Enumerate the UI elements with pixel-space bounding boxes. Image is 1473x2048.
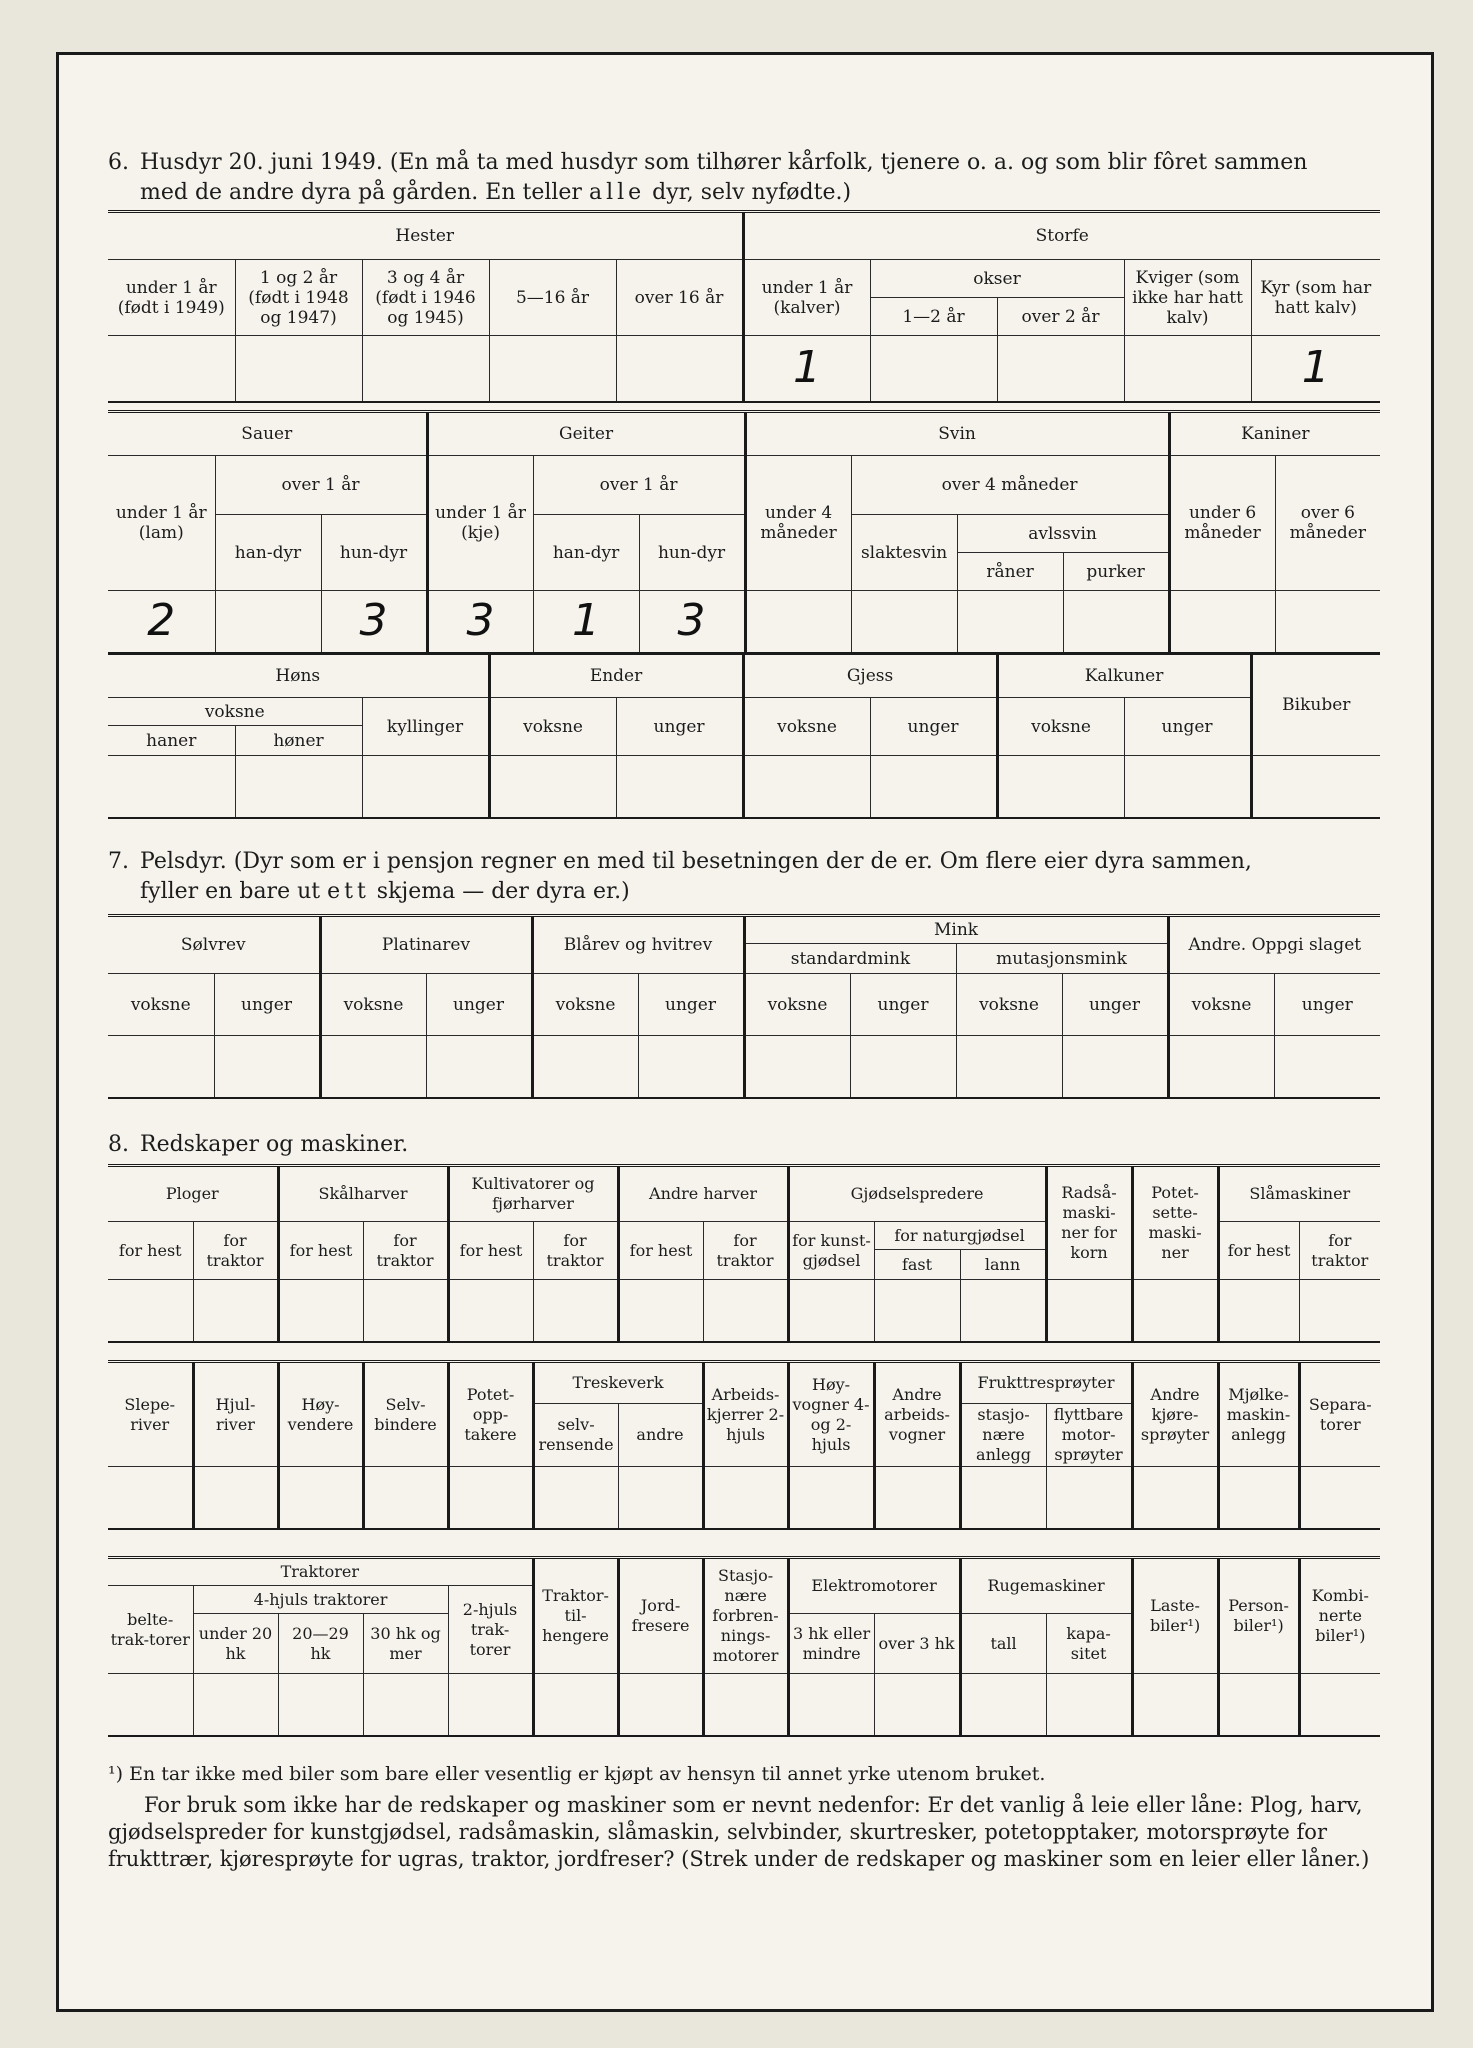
entry-cell[interactable]: [533, 1467, 618, 1529]
col-geiter-hundyr: hun-dyr: [639, 515, 745, 591]
col-raner: råner: [957, 553, 1063, 591]
entry-cell[interactable]: [1124, 756, 1251, 818]
spaced-text: alle: [588, 180, 646, 205]
col-for-traktor: for traktor: [533, 1222, 618, 1280]
entry-cell[interactable]: [1299, 1467, 1380, 1529]
entry-cell[interactable]: [1046, 1674, 1132, 1736]
col-voksne: voksne: [1168, 974, 1274, 1036]
entry-cell[interactable]: [1063, 591, 1169, 653]
entry-cell[interactable]: [1218, 1674, 1299, 1736]
table-redskaper-2: [108, 1360, 1380, 1530]
entry-cell[interactable]: [638, 1036, 744, 1098]
col-hester-under1: under 1 år (født i 1949): [108, 260, 235, 336]
col-unger: unger: [1062, 974, 1168, 1036]
entry-cell[interactable]: [1168, 1036, 1274, 1098]
col-hester-1-2: 1 og 2 år (født i 1948 og 1947): [235, 260, 362, 336]
entry-cell[interactable]: [956, 1036, 1062, 1098]
header-kombinerte: Kombi-nerte biler¹): [1299, 1558, 1380, 1674]
entry-cell[interactable]: [874, 1467, 960, 1529]
table-hester-storfe: [108, 210, 1380, 403]
section-title: Husdyr 20. juni 1949.: [140, 150, 383, 175]
col-voksne: voksne: [744, 974, 850, 1036]
header-personbiler: Person-biler¹): [1218, 1558, 1299, 1674]
col-naturgjodsel: for naturgjødsel: [874, 1222, 1046, 1250]
col-under20: under 20 hk: [193, 1614, 278, 1674]
col-for-traktor: for traktor: [703, 1222, 788, 1280]
col-beltetraktorer: belte-trak-torer: [108, 1586, 193, 1674]
entry-sauer-hundyr[interactable]: 3: [321, 591, 427, 653]
col-e3: 3 hk eller mindre: [788, 1614, 874, 1674]
entry-cell[interactable]: [362, 336, 489, 402]
header-kultivatorer: Kultivatorer og fjørharver: [448, 1166, 618, 1222]
entry-cell[interactable]: [788, 1467, 874, 1529]
entry-cell[interactable]: [703, 1674, 788, 1736]
table-redskaper-1: [108, 1164, 1380, 1343]
entry-cell[interactable]: [108, 1036, 214, 1098]
entry-cell[interactable]: [850, 1036, 956, 1098]
header-blarev: Blårev og hvitrev: [532, 916, 744, 974]
section-7-heading: [108, 847, 1378, 907]
col-fast: fast: [874, 1250, 960, 1280]
header-potettesettemaskiner: Potet-sette-maski-ner: [1132, 1166, 1218, 1280]
col-kyllinger: kyllinger: [362, 698, 489, 756]
col-hester-3-4: 3 og 4 år (født i 1946 og 1945): [362, 260, 489, 336]
table-fjorfe: [108, 652, 1380, 819]
entry-cell[interactable]: [618, 1674, 703, 1736]
table-sauer-geiter-svin-kaniner: [108, 410, 1380, 654]
header-traktortilhengere: Traktor-til-hengere: [533, 1558, 618, 1674]
table-pelsdyr: [108, 914, 1380, 1099]
header-lastebiler: Laste-biler¹): [1132, 1558, 1218, 1674]
col-for-traktor: for traktor: [363, 1222, 448, 1280]
col-hons-voksne: voksne: [108, 698, 362, 726]
entry-cell[interactable]: [362, 756, 489, 818]
header-kalkuner: Kalkuner: [997, 654, 1251, 698]
col-unger: unger: [426, 974, 532, 1036]
rental-note: For bruk som ikke har de redskaper og maskiner som er nevnt nedenfor: Er det vanlig å leie eller låne: Plog, harv, gjødselspreder for kunstgjødsel, radsåmaskin, slåmaskin, selvbinder, skurtresker, potetopptaker, motorsprøyte for frukttrær, kjøresprøyte for ugras, traktor, jordfreser? (Strek under de redskaper og maskiner som en leier eller låner.): [108, 1793, 1370, 1871]
col-eo3: over 3 hk: [874, 1614, 960, 1674]
entry-cell[interactable]: [745, 591, 851, 653]
col-andre: andre: [618, 1404, 703, 1467]
col-sauer-hundyr: hun-dyr: [321, 515, 427, 591]
entry-kyr[interactable]: 1: [1251, 336, 1380, 402]
entry-cell[interactable]: [618, 1467, 703, 1529]
col-kapasitet: kapa-sitet: [1046, 1614, 1132, 1674]
entry-cell[interactable]: [278, 1280, 363, 1342]
entry-cell[interactable]: [278, 1674, 363, 1736]
entry-cell[interactable]: [426, 1036, 532, 1098]
entry-cell[interactable]: [1132, 1467, 1218, 1529]
entry-cell[interactable]: [703, 1467, 788, 1529]
col-svin-under4: under 4 måneder: [745, 456, 851, 591]
header-elektromotorer: Elektromotorer: [788, 1558, 960, 1614]
header-kaniner: Kaniner: [1169, 412, 1380, 456]
entry-cell[interactable]: [320, 1036, 426, 1098]
col-avlssvin: avlssvin: [957, 515, 1169, 553]
col-voksne: voksne: [108, 974, 214, 1036]
entry-cell[interactable]: [448, 1467, 533, 1529]
col-stasjonaere: stasjo-nære anlegg: [960, 1404, 1046, 1467]
col-for-hest: for hest: [618, 1222, 703, 1280]
entry-cell[interactable]: [997, 336, 1124, 402]
entry-cell[interactable]: [108, 1674, 193, 1736]
entry-cell[interactable]: [108, 1467, 193, 1529]
entry-cell[interactable]: [1124, 336, 1251, 402]
col-unger: unger: [214, 974, 320, 1036]
entry-geiter-hundyr[interactable]: 3: [639, 591, 745, 653]
entry-cell[interactable]: [1218, 1467, 1299, 1529]
col-kunstgjodsel: for kunst-gjødsel: [788, 1222, 874, 1280]
header-selvbindere: Selv-bindere: [363, 1362, 448, 1467]
col-hester-5-16: 5—16 år: [489, 260, 616, 336]
table-redskaper-3: [108, 1556, 1380, 1737]
col-gjess-unger: unger: [870, 698, 997, 756]
entry-geiter-handyr[interactable]: 1: [533, 591, 639, 653]
entry-cell[interactable]: [1299, 1674, 1380, 1736]
entry-cell[interactable]: [533, 1280, 618, 1342]
entry-cell[interactable]: [874, 1674, 960, 1736]
header-andre-harver: Andre harver: [618, 1166, 788, 1222]
header-gjess: Gjess: [743, 654, 997, 698]
col-ender-unger: unger: [616, 698, 743, 756]
col-mutasjonsmink: mutasjonsmink: [956, 944, 1168, 974]
header-forbrenningsmotorer: Stasjo-nære forbren-nings-motorer: [703, 1558, 788, 1674]
col-hester-over16: over 16 år: [616, 260, 743, 336]
col-okser: okser: [870, 260, 1124, 298]
col-selvrensende: selv-rensende: [533, 1404, 618, 1467]
col-kje: under 1 år (kje): [427, 456, 533, 591]
header-sleperiver: Slepe-river: [108, 1362, 193, 1467]
col-kaniner-under6: under 6 måneder: [1169, 456, 1275, 591]
entry-cell[interactable]: [743, 756, 870, 818]
header-hester: Hester: [108, 212, 743, 260]
footnote: ¹) En tar ikke med biler som bare eller vesentlig er kjøpt av hensyn til annet yrke utenom bruket.: [108, 1763, 1046, 1785]
entry-sauer-handyr[interactable]: [215, 591, 321, 653]
spaced-text: ett: [327, 879, 370, 904]
header-treskeverk: Treskeverk: [533, 1362, 703, 1404]
entry-cell[interactable]: [532, 1036, 638, 1098]
header-slamaskiner: Slåmaskiner: [1218, 1166, 1380, 1222]
entry-cell[interactable]: [363, 1467, 448, 1529]
header-fruktsproyter: Frukttresprøyter: [960, 1362, 1132, 1404]
entry-kalver[interactable]: 1: [743, 336, 870, 402]
header-traktorer: Traktorer: [108, 1558, 533, 1586]
entry-cell[interactable]: [363, 1280, 448, 1342]
col-flyttbare: flyttbare motor-sprøyter: [1046, 1404, 1132, 1467]
entry-cell[interactable]: [193, 1280, 278, 1342]
entry-cell[interactable]: [108, 336, 235, 402]
section-8-heading: [108, 1130, 1378, 1160]
section-text: fyller en bare ut: [140, 879, 321, 904]
section-text: skjema — der dyra er.): [376, 879, 630, 904]
entry-cell[interactable]: [214, 1036, 320, 1098]
section-text: dyr, selv nyfødte.): [652, 180, 852, 205]
header-separatorer: Separa-torer: [1299, 1362, 1380, 1467]
entry-lam[interactable]: 2: [108, 591, 215, 653]
col-firehjuls: 4-hjuls traktorer: [193, 1586, 448, 1614]
section-text: (En må ta med husdyr som tilhører kårfolk, tjenere o. a. og som blir fôret sammen: [389, 150, 1308, 175]
header-mink: Mink: [744, 916, 1168, 944]
entry-cell[interactable]: [960, 1674, 1046, 1736]
entry-cell[interactable]: [960, 1467, 1046, 1529]
col-voksne: voksne: [956, 974, 1062, 1036]
col-voksne: voksne: [532, 974, 638, 1036]
col-ender-voksne: voksne: [489, 698, 616, 756]
col-slaktesvin: slaktesvin: [851, 515, 957, 591]
col-for-hest: for hest: [278, 1222, 363, 1280]
entry-cell[interactable]: [1169, 591, 1275, 653]
entry-cell[interactable]: [1251, 756, 1380, 818]
entry-cell[interactable]: [1218, 1280, 1299, 1342]
entry-cell[interactable]: [363, 1674, 448, 1736]
section-number: 6.: [108, 150, 129, 175]
header-radsamaskiner: Radså-maski-ner for korn: [1046, 1166, 1132, 1280]
header-andre: Andre. Oppgi slaget: [1168, 916, 1380, 974]
entry-cell[interactable]: [960, 1280, 1046, 1342]
header-hoyvendere: Høy-vendere: [278, 1362, 363, 1467]
col-kalver: under 1 år (kalver): [743, 260, 870, 336]
entry-cell[interactable]: [1275, 591, 1380, 653]
col-honer: høner: [235, 726, 362, 756]
section-title: Pelsdyr.: [140, 849, 227, 874]
entry-cell[interactable]: [489, 756, 616, 818]
col-kviger: Kviger (som ikke har hatt kalv): [1124, 260, 1251, 336]
col-30: 30 hk og mer: [363, 1614, 448, 1674]
header-kjoresproyter: Andre kjøre-sprøyter: [1132, 1362, 1218, 1467]
header-geiter: Geiter: [427, 412, 745, 456]
header-platinarev: Platinarev: [320, 916, 532, 974]
header-gjodselspredere: Gjødselspredere: [788, 1166, 1046, 1222]
header-skalharver: Skålharver: [278, 1166, 448, 1222]
entry-cell[interactable]: [193, 1674, 278, 1736]
entry-cell[interactable]: [1046, 1280, 1132, 1342]
col-unger: unger: [850, 974, 956, 1036]
col-unger: unger: [1274, 974, 1380, 1036]
col-geiter-over1: over 1 år: [533, 456, 745, 515]
header-bikuber: Bikuber: [1251, 654, 1380, 756]
entry-cell[interactable]: [957, 591, 1063, 653]
header-ploger: Ploger: [108, 1166, 278, 1222]
entry-cell[interactable]: [1274, 1036, 1380, 1098]
entry-cell[interactable]: [533, 1674, 618, 1736]
entry-cell[interactable]: [448, 1674, 533, 1736]
entry-cell[interactable]: [278, 1467, 363, 1529]
entry-cell[interactable]: [108, 756, 235, 818]
col-purker: purker: [1063, 553, 1169, 591]
entry-cell[interactable]: [703, 1280, 788, 1342]
entry-cell[interactable]: [616, 336, 743, 402]
section-text: (Dyr som er i pensjon regner en med til besetningen der de er. Om flere eier dyra sammen,: [233, 849, 1252, 874]
col-kaniner-over6: over 6 måneder: [1275, 456, 1380, 591]
header-sauer: Sauer: [108, 412, 427, 456]
header-hjulriver: Hjul-river: [193, 1362, 278, 1467]
col-20-29: 20—29 hk: [278, 1614, 363, 1674]
section-6-heading: [108, 148, 1378, 208]
header-arbeidsvogner: Andre arbeids-vogner: [874, 1362, 960, 1467]
entry-cell[interactable]: [997, 756, 1124, 818]
col-tohjuls: 2-hjuls trak-torer: [448, 1586, 533, 1674]
entry-cell[interactable]: [235, 756, 362, 818]
entry-cell[interactable]: [618, 1280, 703, 1342]
col-gjess-voksne: voksne: [743, 698, 870, 756]
header-mjolkemaskin: Mjølke-maskin-anlegg: [1218, 1362, 1299, 1467]
entry-cell[interactable]: [616, 756, 743, 818]
entry-cell[interactable]: [744, 1036, 850, 1098]
header-svin: Svin: [745, 412, 1169, 456]
section-number: 7.: [108, 849, 129, 874]
entry-kje[interactable]: 3: [427, 591, 533, 653]
col-standardmink: standardmink: [744, 944, 956, 974]
section-number: 8.: [108, 1132, 129, 1157]
header-jordfresere: Jord-fresere: [618, 1558, 703, 1674]
section-title: Redskaper og maskiner.: [140, 1132, 409, 1157]
col-for-hest: for hest: [108, 1222, 193, 1280]
entry-cell[interactable]: [1062, 1036, 1168, 1098]
col-unger: unger: [638, 974, 744, 1036]
entry-cell[interactable]: [788, 1674, 874, 1736]
entry-cell[interactable]: [870, 756, 997, 818]
col-for-traktor: for traktor: [193, 1222, 278, 1280]
entry-cell[interactable]: [851, 591, 957, 653]
entry-cell[interactable]: [874, 1280, 960, 1342]
col-for-hest: for hest: [448, 1222, 533, 1280]
col-sauer-handyr: han-dyr: [215, 515, 321, 591]
entry-cell[interactable]: [1046, 1467, 1132, 1529]
col-tall: tall: [960, 1614, 1046, 1674]
entry-cell[interactable]: [193, 1467, 278, 1529]
col-sauer-over1: over 1 år: [215, 456, 427, 515]
col-for-traktor: for traktor: [1299, 1222, 1380, 1280]
entry-cell[interactable]: [235, 336, 362, 402]
entry-cell[interactable]: [1132, 1280, 1218, 1342]
col-okser-1-2: 1—2 år: [870, 298, 997, 336]
header-potetopptakere: Potet-opp-takere: [448, 1362, 533, 1467]
col-kalkuner-voksne: voksne: [997, 698, 1124, 756]
header-storfe: Storfe: [743, 212, 1380, 260]
header-hoyvogner: Høy-vogner 4- og 2-hjuls: [788, 1362, 874, 1467]
col-lann: lann: [960, 1250, 1046, 1280]
entry-cell[interactable]: [788, 1280, 874, 1342]
header-arbeidskjerrer: Arbeids-kjerrer 2-hjuls: [703, 1362, 788, 1467]
entry-cell[interactable]: [1299, 1280, 1380, 1342]
col-kyr: Kyr (som har hatt kalv): [1251, 260, 1380, 336]
section-text: med de andre dyra på gården. En teller: [140, 180, 582, 205]
col-lam: under 1 år (lam): [108, 456, 215, 591]
col-geiter-handyr: han-dyr: [533, 515, 639, 591]
entry-cell[interactable]: [108, 1280, 193, 1342]
entry-cell[interactable]: [448, 1280, 533, 1342]
col-okser-over2: over 2 år: [997, 298, 1124, 336]
entry-cell[interactable]: [1132, 1674, 1218, 1736]
header-ender: Ender: [489, 654, 743, 698]
entry-cell[interactable]: [489, 336, 616, 402]
header-solvrev: Sølvrev: [108, 916, 320, 974]
entry-cell[interactable]: [870, 336, 997, 402]
col-haner: haner: [108, 726, 235, 756]
header-rugemaskiner: Rugemaskiner: [960, 1558, 1132, 1614]
col-svin-over4: over 4 måneder: [851, 456, 1169, 515]
header-hons: Høns: [108, 654, 489, 698]
col-voksne: voksne: [320, 974, 426, 1036]
col-kalkuner-unger: unger: [1124, 698, 1251, 756]
col-for-hest: for hest: [1218, 1222, 1299, 1280]
